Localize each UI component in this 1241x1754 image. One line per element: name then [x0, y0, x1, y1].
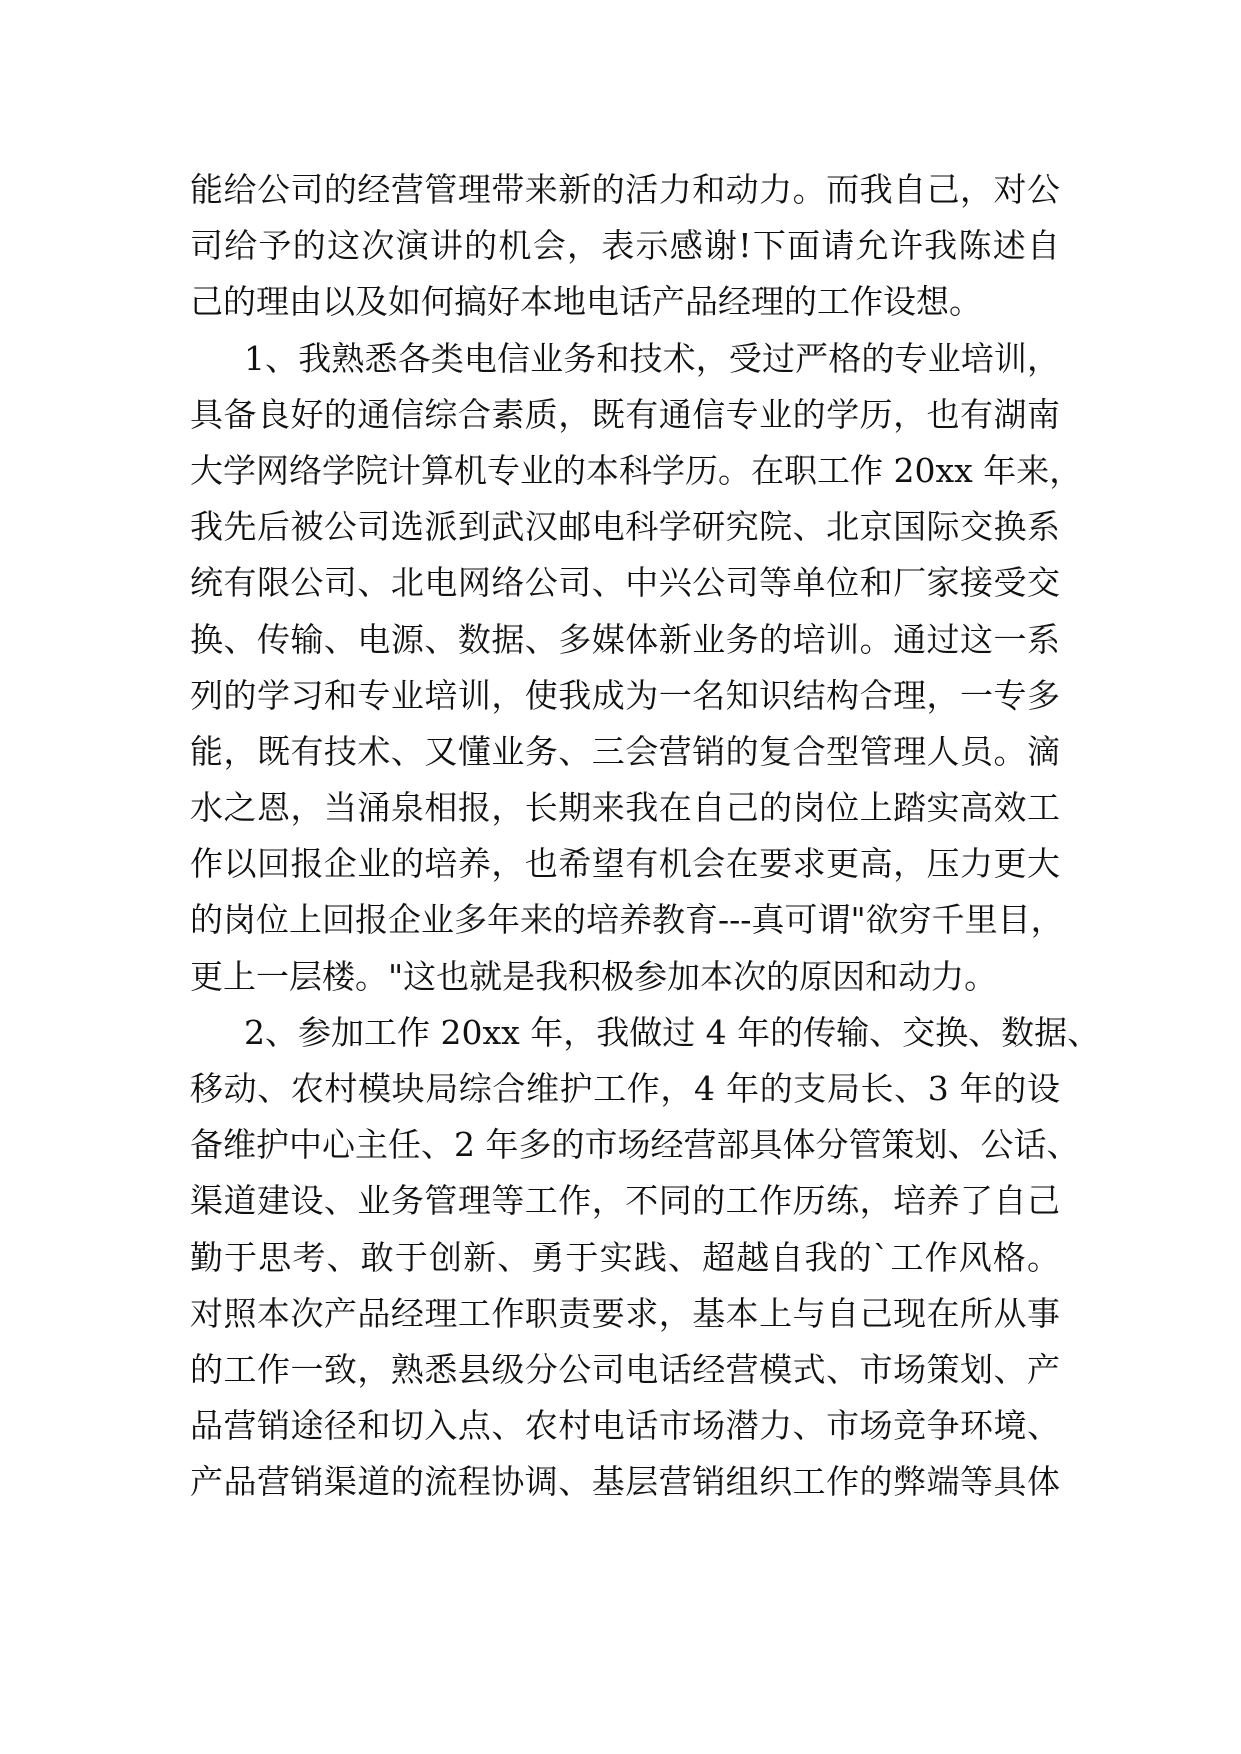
text-line: 大学网络学院计算机专业的本科学历。在职工作 20xx 年来， — [190, 450, 1083, 490]
body-text — [190, 162, 1101, 1511]
text-line: 对照本次产品经理工作职责要求，基本上与自己现在所从事 — [190, 1293, 1060, 1333]
text-line: 移动、农村模块局综合维护工作，4 年的支局长、3 年的设 — [190, 1069, 1060, 1108]
text-line: 1、我熟悉各类电信业务和技术，受过严格的专业培训， — [244, 338, 1060, 378]
text-line: 具备良好的通信综合素质，既有通信专业的学历，也有湖南 — [190, 394, 1060, 434]
text-line: 己的理由以及如何搞好本地电话产品经理的工作设想。 — [190, 282, 982, 322]
text-line: 水之恩，当涌泉相报，长期来我在自己的岗位上踏实高效工 — [190, 788, 1060, 828]
text-line: 作以回报企业的培养，也希望有机会在要求更高，压力更大 — [190, 844, 1060, 884]
text-line: 更上一层楼。"这也就是我积极参加本次的原因和动力。 — [190, 956, 998, 996]
text-line: 能给公司的经营管理带来新的活力和动力。而我自己，对公 — [190, 170, 1060, 209]
text-line: 备维护中心主任、2 年多的市场经营部具体分管策划、公话、 — [190, 1125, 1080, 1165]
text-line: 我先后被公司选派到武汉邮电科学研究院、北京国际交换系 — [190, 507, 1060, 547]
text-line: 换、传输、电源、数据、多媒体新业务的培训。通过这一系 — [190, 619, 1060, 659]
text-line: 统有限公司、北电网络公司、中兴公司等单位和厂家接受交 — [190, 563, 1060, 603]
text-line: 的岗位上回报企业多年来的培养教育---真可谓"欲穷千里目， — [190, 900, 1064, 940]
text-line: 司给予的这次演讲的机会，表示感谢!下面请允许我陈述自 — [190, 226, 1060, 266]
text-line: 渠道建设、业务管理等工作，不同的工作历练，培养了自己 — [190, 1181, 1060, 1221]
text-line: 品营销途径和切入点、农村电话市场潜力、市场竞争环境、 — [190, 1406, 1060, 1446]
text-line: 勤于思考、敢于创新、勇于实践、超越自我的`工作风格。 — [190, 1237, 1060, 1277]
text-line: 列的学习和专业培训，使我成为一名知识结构合理，一专多 — [190, 675, 1060, 715]
text-line: 2、参加工作 20xx 年，我做过 4 年的传输、交换、数据、 — [244, 1012, 1101, 1052]
text-line: 能，既有技术、又懂业务、三会营销的复合型管理人员。滴 — [190, 731, 1060, 771]
text-line: 的工作一致，熟悉县级分公司电话经营模式、市场策划、产 — [190, 1349, 1060, 1389]
text-line: 产品营销渠道的流程协调、基层营销组织工作的弊端等具体 — [190, 1462, 1060, 1502]
